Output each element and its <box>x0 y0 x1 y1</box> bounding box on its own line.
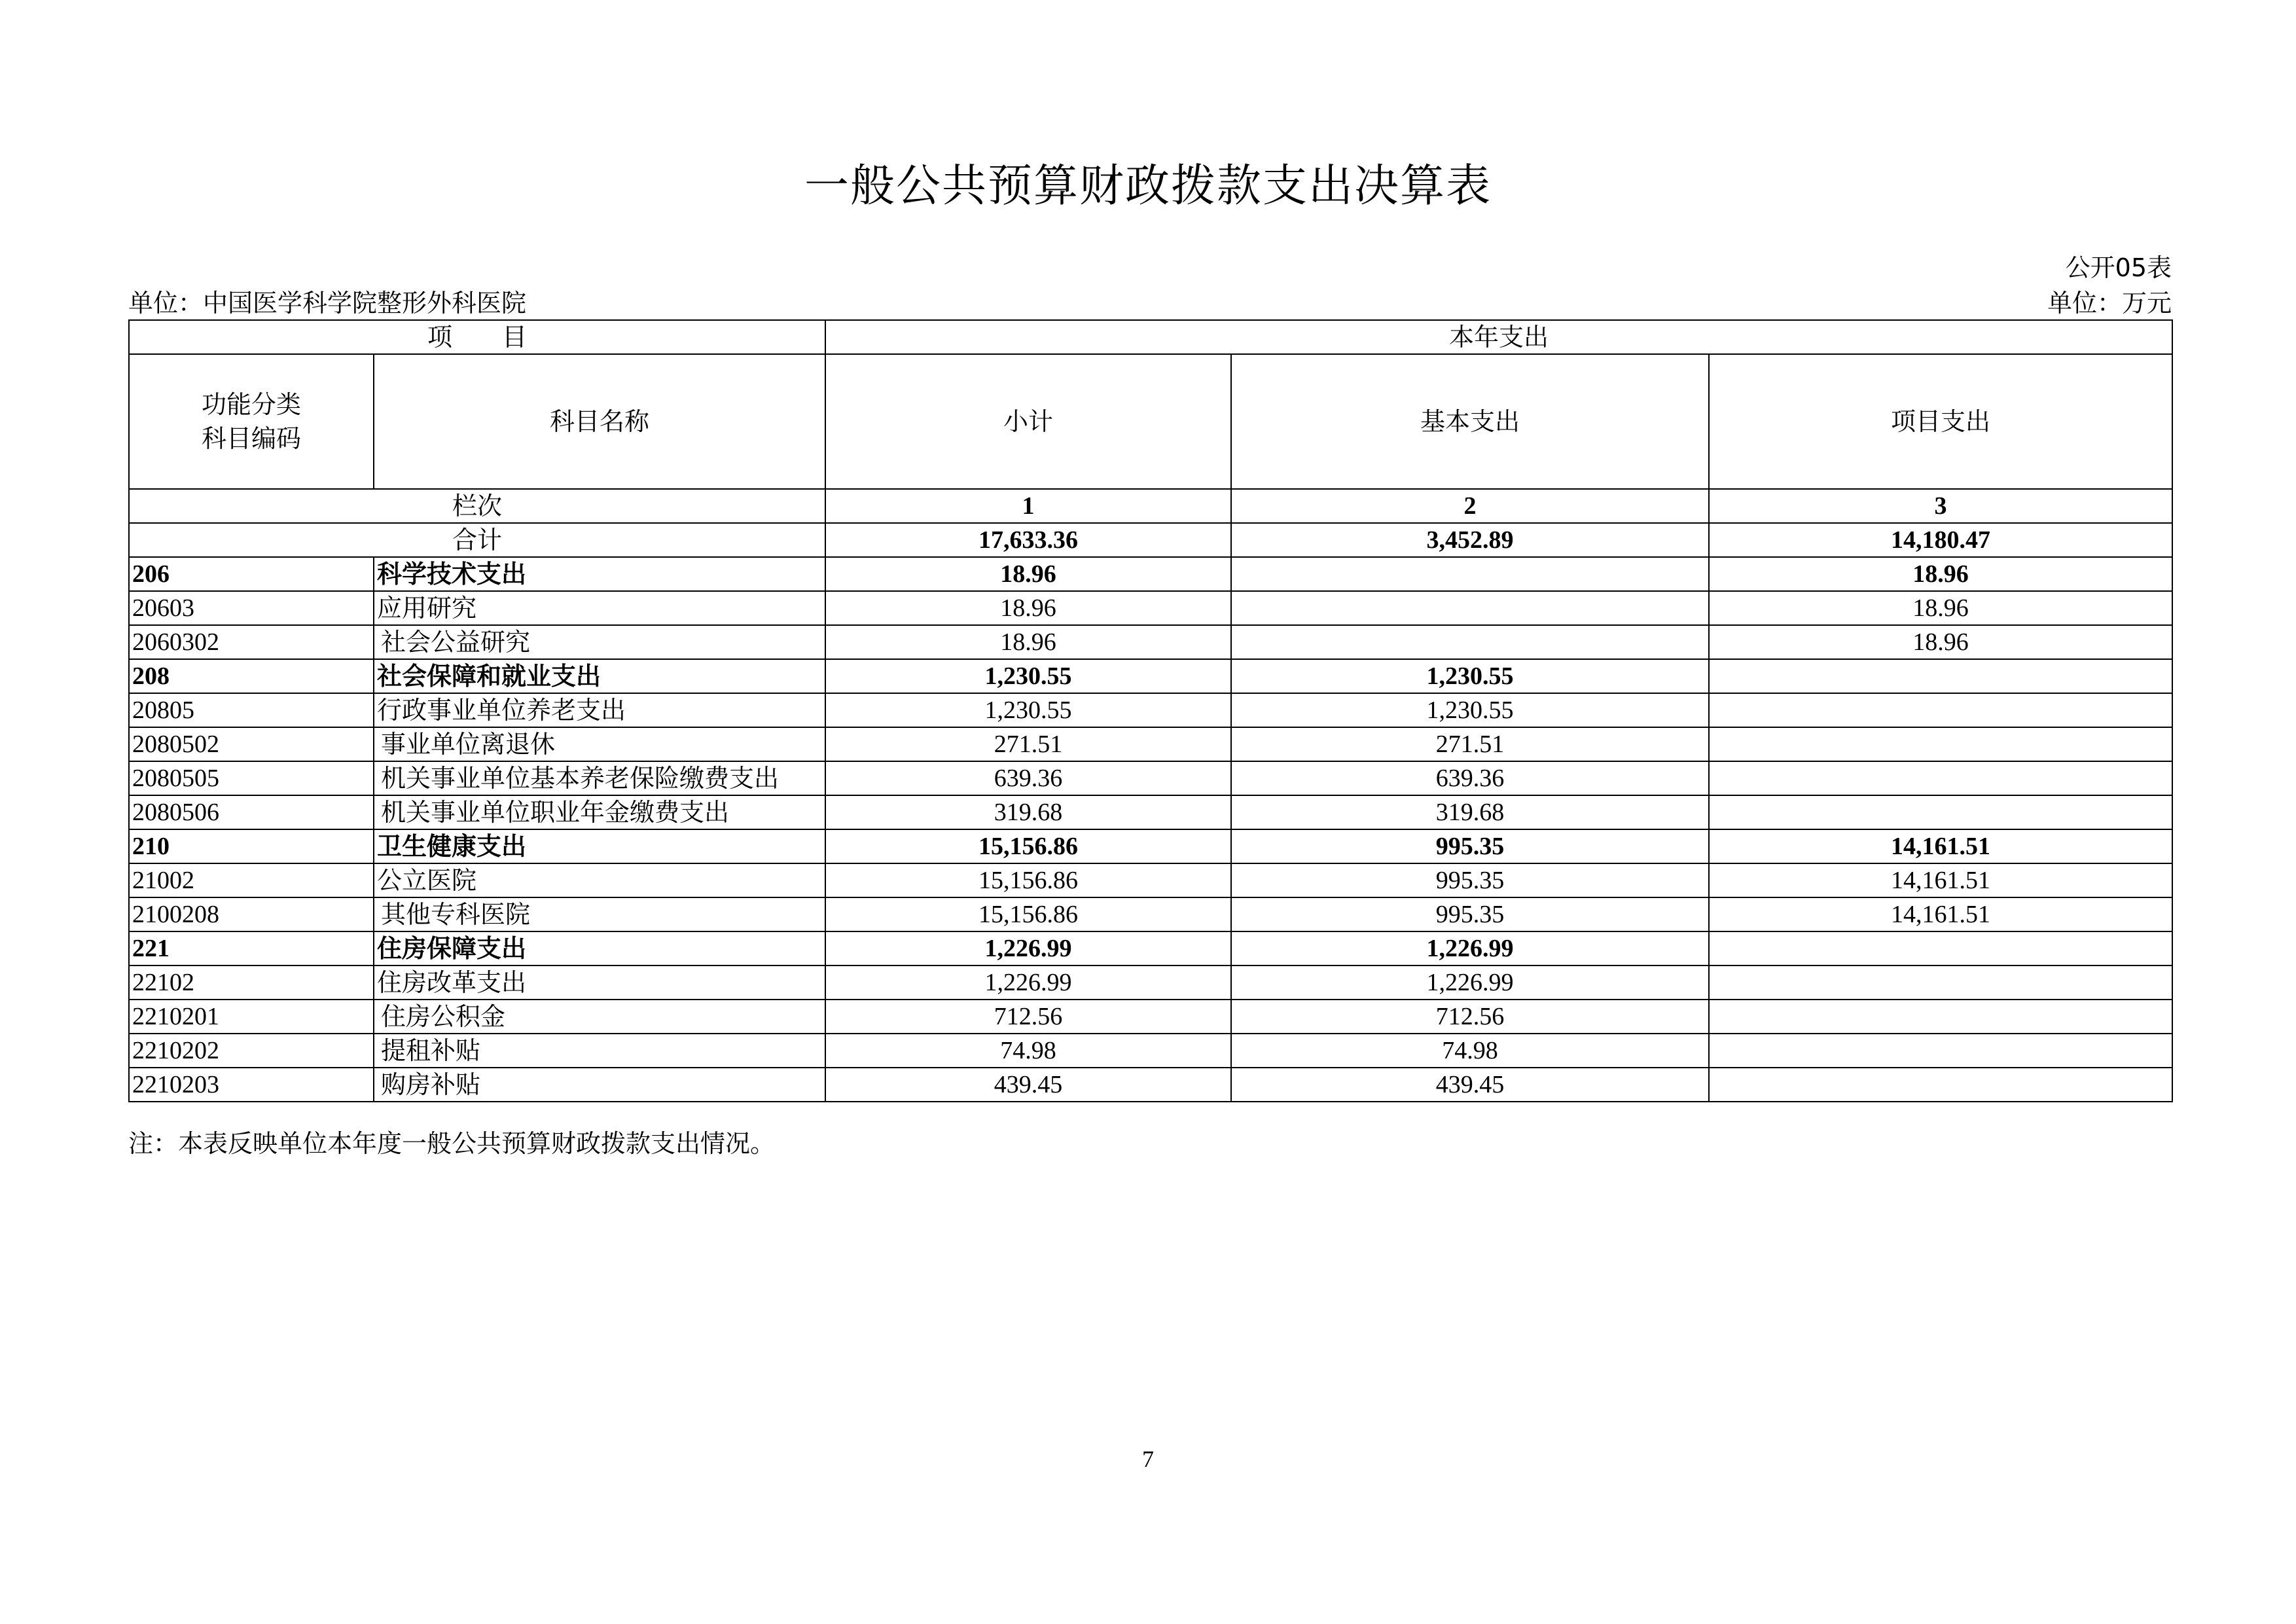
row-code: 210 <box>129 829 374 863</box>
row-project <box>1709 727 2172 761</box>
header-code-line2: 科目编码 <box>201 424 301 453</box>
table-row <box>129 795 2172 829</box>
header-project: 项目支出 <box>1709 354 2172 489</box>
row-project: 18.96 <box>1709 591 2172 625</box>
row-code: 2210201 <box>129 1000 374 1034</box>
row-project <box>1709 761 2172 795</box>
total-subtotal: 17,633.36 <box>825 523 1231 557</box>
header-basic: 基本支出 <box>1231 354 1709 489</box>
row-project <box>1709 795 2172 829</box>
row-subtotal: 74.98 <box>825 1034 1231 1068</box>
form-number: 公开05表 <box>2065 253 2172 282</box>
header-code-line1: 功能分类 <box>201 390 301 419</box>
header-row-2 <box>129 354 2172 489</box>
row-name: 住房保障支出 <box>374 931 825 965</box>
row-subtotal: 18.96 <box>825 625 1231 659</box>
row-project: 14,161.51 <box>1709 897 2172 931</box>
table-row <box>129 1000 2172 1034</box>
row-code: 20603 <box>129 591 374 625</box>
row-project: 18.96 <box>1709 557 2172 591</box>
row-project <box>1709 659 2172 693</box>
row-basic <box>1231 591 1709 625</box>
organization-label: 单位：中国医学科学院整形外科医院 <box>128 289 527 317</box>
total-row <box>129 523 2172 557</box>
row-basic <box>1231 625 1709 659</box>
row-project <box>1709 1068 2172 1102</box>
row-name: 公立医院 <box>374 863 825 897</box>
row-name: 行政事业单位养老支出 <box>374 693 825 727</box>
row-subtotal: 439.45 <box>825 1068 1231 1102</box>
row-basic: 995.35 <box>1231 863 1709 897</box>
row-name: 卫生健康支出 <box>374 829 825 863</box>
row-project <box>1709 1000 2172 1034</box>
row-name: 住房改革支出 <box>374 965 825 1000</box>
row-code: 2210203 <box>129 1068 374 1102</box>
table-row <box>129 863 2172 897</box>
table-row <box>129 557 2172 591</box>
row-code: 2080502 <box>129 727 374 761</box>
row-project <box>1709 1034 2172 1068</box>
row-name: 科学技术支出 <box>374 557 825 591</box>
row-basic: 995.35 <box>1231 897 1709 931</box>
table-row <box>129 897 2172 931</box>
row-name: 提租补贴 <box>374 1034 825 1068</box>
header-name: 科目名称 <box>374 354 825 489</box>
row-code: 206 <box>129 557 374 591</box>
column-index-row <box>129 489 2172 523</box>
row-code: 22102 <box>129 965 374 1000</box>
row-name: 社会保障和就业支出 <box>374 659 825 693</box>
table-row <box>129 761 2172 795</box>
page-title: 一般公共预算财政拨款支出决算表 <box>804 160 1492 212</box>
row-subtotal: 712.56 <box>825 1000 1231 1034</box>
row-subtotal: 271.51 <box>825 727 1231 761</box>
row-name: 应用研究 <box>374 591 825 625</box>
row-project <box>1709 931 2172 965</box>
table-row <box>129 591 2172 625</box>
row-code: 2100208 <box>129 897 374 931</box>
row-basic <box>1231 557 1709 591</box>
table-note: 注：本表反映单位本年度一般公共预算财政拨款支出情况。 <box>128 1129 776 1158</box>
row-basic: 1,226.99 <box>1231 965 1709 1000</box>
row-subtotal: 1,230.55 <box>825 659 1231 693</box>
row-basic: 74.98 <box>1231 1034 1709 1068</box>
row-name: 社会公益研究 <box>374 625 825 659</box>
row-name: 机关事业单位职业年金缴费支出 <box>374 795 825 829</box>
page-number: 7 <box>1142 1446 1154 1472</box>
column-index-2: 2 <box>1231 489 1709 523</box>
row-subtotal: 1,226.99 <box>825 931 1231 965</box>
row-basic: 439.45 <box>1231 1068 1709 1102</box>
expenditure-table <box>128 319 2173 1102</box>
table-row <box>129 965 2172 1000</box>
row-subtotal: 639.36 <box>825 761 1231 795</box>
row-subtotal: 1,226.99 <box>825 965 1231 1000</box>
row-code: 208 <box>129 659 374 693</box>
table-row <box>129 1068 2172 1102</box>
row-code: 2210202 <box>129 1034 374 1068</box>
row-subtotal: 15,156.86 <box>825 897 1231 931</box>
row-subtotal: 319.68 <box>825 795 1231 829</box>
row-basic: 712.56 <box>1231 1000 1709 1034</box>
header-item: 项 目 <box>129 320 825 354</box>
row-project: 14,161.51 <box>1709 829 2172 863</box>
total-label: 合计 <box>129 523 825 557</box>
header-code <box>129 354 374 489</box>
table-row <box>129 829 2172 863</box>
row-name: 住房公积金 <box>374 1000 825 1034</box>
row-code: 21002 <box>129 863 374 897</box>
table-row <box>129 659 2172 693</box>
row-basic: 271.51 <box>1231 727 1709 761</box>
row-name: 购房补贴 <box>374 1068 825 1102</box>
header-current-year: 本年支出 <box>825 320 2172 354</box>
row-subtotal: 1,230.55 <box>825 693 1231 727</box>
row-subtotal: 18.96 <box>825 557 1231 591</box>
row-basic: 1,226.99 <box>1231 931 1709 965</box>
row-basic: 319.68 <box>1231 795 1709 829</box>
row-basic: 995.35 <box>1231 829 1709 863</box>
header-row-1 <box>129 320 2172 354</box>
row-name: 机关事业单位基本养老保险缴费支出 <box>374 761 825 795</box>
row-code: 2080505 <box>129 761 374 795</box>
unit-label: 单位：万元 <box>2047 289 2172 317</box>
row-basic: 1,230.55 <box>1231 659 1709 693</box>
row-name: 事业单位离退休 <box>374 727 825 761</box>
column-index-3: 3 <box>1709 489 2172 523</box>
row-subtotal: 18.96 <box>825 591 1231 625</box>
table-row <box>129 693 2172 727</box>
row-project <box>1709 965 2172 1000</box>
row-subtotal: 15,156.86 <box>825 863 1231 897</box>
column-index-label: 栏次 <box>129 489 825 523</box>
row-project: 14,161.51 <box>1709 863 2172 897</box>
row-basic: 1,230.55 <box>1231 693 1709 727</box>
row-project: 18.96 <box>1709 625 2172 659</box>
total-project: 14,180.47 <box>1709 523 2172 557</box>
table-row <box>129 931 2172 965</box>
total-basic: 3,452.89 <box>1231 523 1709 557</box>
table-row <box>129 727 2172 761</box>
row-basic: 639.36 <box>1231 761 1709 795</box>
row-code: 2060302 <box>129 625 374 659</box>
row-project <box>1709 693 2172 727</box>
table-row <box>129 1034 2172 1068</box>
row-subtotal: 15,156.86 <box>825 829 1231 863</box>
table-row <box>129 625 2172 659</box>
row-name: 其他专科医院 <box>374 897 825 931</box>
row-code: 20805 <box>129 693 374 727</box>
column-index-1: 1 <box>825 489 1231 523</box>
header-subtotal: 小计 <box>825 354 1231 489</box>
row-code: 221 <box>129 931 374 965</box>
row-code: 2080506 <box>129 795 374 829</box>
